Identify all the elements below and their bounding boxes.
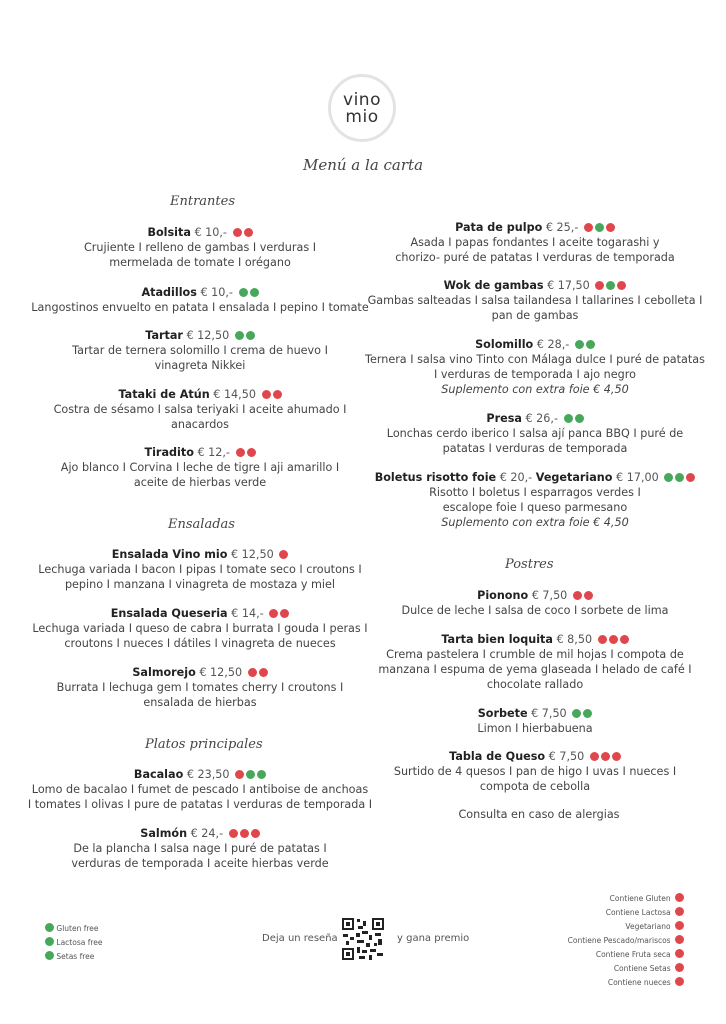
menu-item-solomillo: Solomillo € 28,- Ternera I salsa vino Tinto con Málaga dulce I puré de patatas I verduras de temporada I ajo negro Suplemento con extra foie € 4,50	[365, 338, 705, 396]
gluten-icon	[236, 448, 245, 457]
gluten-icon	[675, 893, 684, 902]
logo-line2: mio	[345, 107, 379, 127]
nuts-icon	[612, 752, 621, 761]
section-entrantes: Entrantes	[170, 194, 236, 209]
seafood-icon	[279, 550, 288, 559]
logo-line1: vino	[343, 90, 381, 110]
legend-contains-gluten: Contiene Gluten	[568, 892, 684, 906]
lactose-free-icon	[595, 223, 604, 232]
section-principales: Platos principales	[145, 737, 263, 752]
review-text-right: y gana premio	[397, 933, 470, 944]
fruit-icon	[601, 752, 610, 761]
gluten-icon	[233, 228, 242, 237]
nuts-icon	[620, 635, 629, 644]
gluten-free-icon	[572, 709, 581, 718]
gluten-icon	[251, 829, 260, 838]
menu-item-atadillos: Atadillos € 10,- Langostinos envuelto en patata I ensalada I pepino I tomate	[31, 286, 369, 314]
lactose-icon	[675, 907, 684, 916]
gluten-icon	[573, 591, 582, 600]
logo	[328, 74, 396, 142]
fruit-icon	[675, 949, 684, 958]
gluten-icon	[595, 281, 604, 290]
legend-contains	[568, 892, 684, 990]
lactose-free-icon	[257, 770, 266, 779]
mushroom-free-icon	[45, 951, 54, 960]
gluten-icon	[584, 223, 593, 232]
nuts-icon	[273, 390, 282, 399]
mushroom-icon	[686, 473, 695, 482]
menu-item-tartar: Tartar € 12,50 Tartar de ternera solomillo I crema de huevo I vinagreta Nikkei	[72, 329, 328, 372]
gluten-free-icon	[575, 340, 584, 349]
gluten-free-icon	[246, 770, 255, 779]
review-text-left: Deja un reseña	[262, 933, 338, 944]
menu-item-ensalada-vino-mio: Ensalada Vino mio € 12,50 Lechuga variada I bacon I pipas I tomate seco I croutons I pepino I manzana I vinagreta de mostaza y miel	[38, 548, 362, 591]
menu-item-pionono: Piononο € 7,50 Dulce de leche I salsa de coco I sorbete de lima	[401, 589, 669, 617]
menu-title: Menú a la carta	[302, 156, 424, 174]
lactose-free-icon	[575, 414, 584, 423]
lactose-free-icon	[45, 937, 54, 946]
seafood-icon	[269, 609, 278, 618]
legend-free	[43, 922, 103, 964]
gluten-icon	[248, 668, 257, 677]
legend-mushroom-free: Setas free	[43, 950, 103, 964]
legend-contains-fruit: Contiene Fruta seca	[568, 948, 684, 962]
gluten-icon	[598, 635, 607, 644]
lactose-free-icon	[583, 709, 592, 718]
menu-item-pata-de-pulpo: Pata de pulpo € 25,- Asada I papas fondantes I aceite togarashi y chorizo- puré de patatas I verduras de temporada	[395, 221, 675, 264]
seafood-icon	[229, 829, 238, 838]
seafood-icon	[262, 390, 271, 399]
lactose-free-icon	[675, 473, 684, 482]
section-postres: Postres	[505, 557, 554, 572]
menu-item-tabla-de-queso: Tabla de Queso € 7,50 Surtido de 4 quesos I pan de higo I uvas I nueces I compota de cebolla	[393, 750, 677, 793]
seafood-icon	[240, 829, 249, 838]
menu-item-tarta-bien-loquita: Tarta bien loquita € 8,50 Crema pastelera I crumble de mil hojas I compota de manzana I espuma de yema glaseada I helado de café I chocolate rallado	[378, 633, 692, 691]
qr-code[interactable]	[341, 917, 385, 961]
menu-item-sorbete: Sorbete € 7,50 Limon I hierbabuena	[477, 707, 593, 735]
menu-item-salmon: Salmón € 24,- De la plancha I salsa nage I puré de patatas I verduras de temporada I aceite hierbas verde	[71, 827, 329, 870]
lactose-icon	[609, 635, 618, 644]
menu-item-boletus-risotto: Boletus risotto foie € 20,- Vegetariano € 17,00 Risotto I boletus I esparragos verdes I escalope foie I queso parmesano Suplemento con extra foie € 4,50	[365, 470, 705, 530]
legend-contains-seafood: Contiene Pescado/mariscos	[568, 934, 684, 948]
menu-item-ensalada-queseria: Ensalada Queseria € 14,- Lechuga variada I queso de cabra I burrata I gouda I peras I croutons I nueces I dátiles I vinagreta de nueces	[32, 607, 368, 650]
vegetarian-icon	[675, 921, 684, 930]
lactose-free-icon	[586, 340, 595, 349]
gluten-free-icon	[239, 288, 248, 297]
seafood-icon	[244, 228, 253, 237]
gluten-free-icon	[45, 923, 54, 932]
seafood-icon	[675, 935, 684, 944]
mushroom-icon	[675, 963, 684, 972]
seafood-icon	[606, 223, 615, 232]
gluten-free-icon	[564, 414, 573, 423]
gluten-free-icon	[664, 473, 673, 482]
menu-item-salmorejo: Salmorejo € 12,50 Burrata I lechuga gem I tomates cherry I croutons I ensalada de hierbas	[56, 666, 344, 709]
legend-contains-nuts: Contiene nueces	[568, 976, 684, 990]
seafood-icon	[235, 770, 244, 779]
legend-contains-lactose: Contiene Lactosa	[568, 906, 684, 920]
menu-item-tiradito: Tiradito € 12,- Ajo blanco I Corvina I leche de tigre I aji amarillo I aceite de hierbas verde	[60, 446, 340, 489]
lactose-free-icon	[606, 281, 615, 290]
menu-item-tataki: Tataki de Atún € 14,50 Costra de sésamo I salsa teriyaki I aceite ahumado I anacardos	[53, 388, 347, 431]
legend-contains-mushroom: Contiene Setas	[568, 962, 684, 976]
menu-item-bacalao: Bacalao € 23,50 Lomo de bacalao I fumet de pescado I antiboise de anchoas I tomates I olivas I pure de patatas I verduras de temporada I	[27, 768, 373, 811]
nuts-icon	[675, 977, 684, 986]
nuts-icon	[280, 609, 289, 618]
menu-item-wok-de-gambas: Wok de gambas € 17,50 Gambas salteadas I salsa tailandesa I tallarines I cebolleta I pan de gambas	[367, 279, 703, 322]
menu-item-bolsita: Bolsita € 10,- Crujiente I relleno de gambas I verduras I mermelada de tomate I orégano	[83, 226, 317, 269]
lactose-free-icon	[250, 288, 259, 297]
legend-gluten-free: Gluten free	[43, 922, 103, 936]
allergy-note: Consulta en caso de alergias	[458, 808, 620, 821]
section-ensaladas: Ensaladas	[168, 517, 235, 532]
gluten-free-icon	[235, 331, 244, 340]
lactose-free-icon	[246, 331, 255, 340]
seafood-icon	[247, 448, 256, 457]
menu-item-presa: Presa € 26,- Lonchas cerdo iberico I salsa ají panca BBQ I puré de patatas I verduras de temporada	[386, 412, 684, 455]
lactose-icon	[584, 591, 593, 600]
legend-lactose-free: Lactosa free	[43, 936, 103, 950]
gluten-icon	[590, 752, 599, 761]
legend-vegetarian: Vegetariano	[568, 920, 684, 934]
seafood-icon	[617, 281, 626, 290]
lactose-icon	[259, 668, 268, 677]
